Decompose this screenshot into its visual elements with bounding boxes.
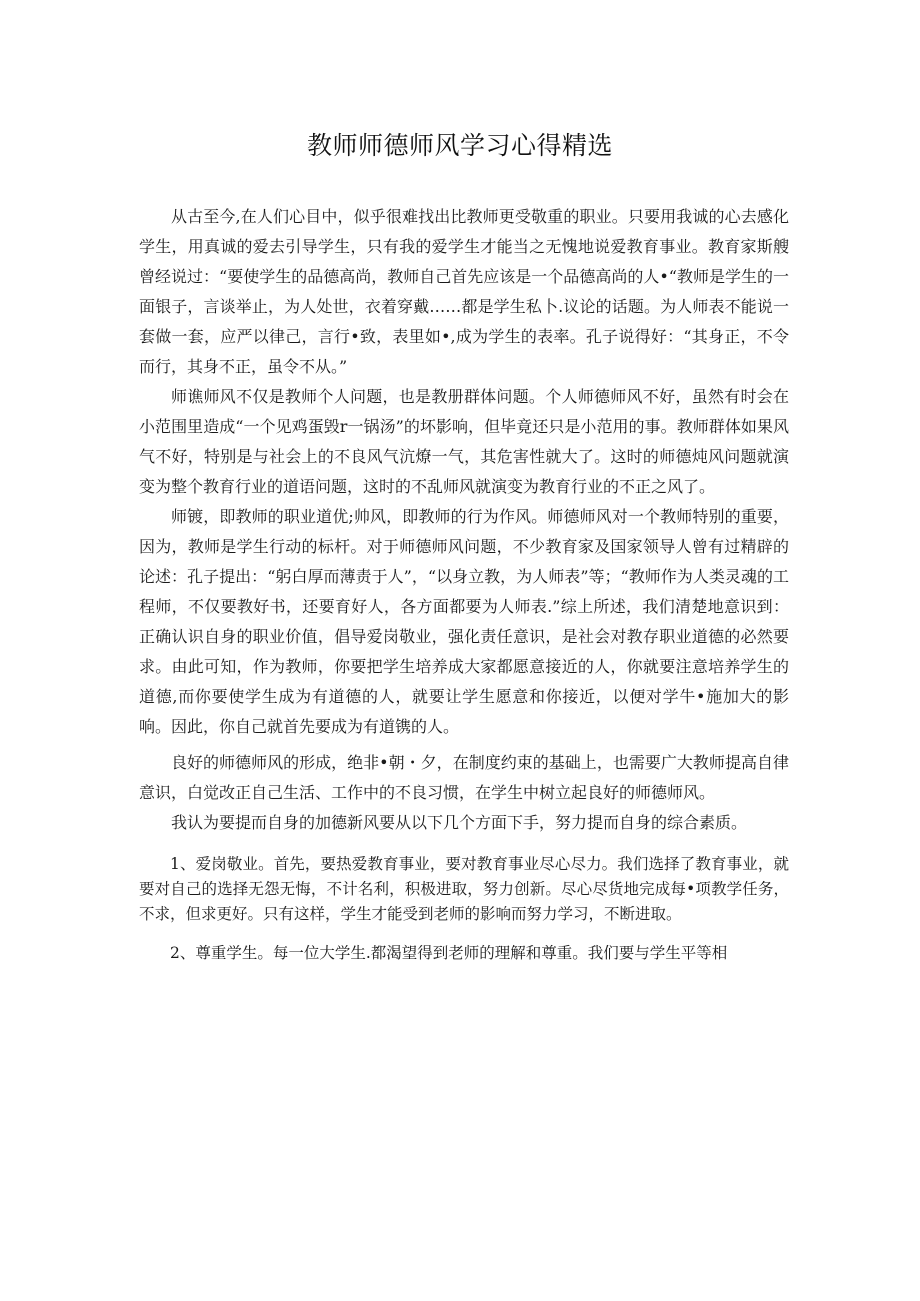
paragraph-5: 我认为要提而自身的加德新风要从以下几个方面下手，努力提而自身的综合素质。 <box>171 813 748 832</box>
paragraph-3: 师镀，即教师的职业道优;帅风，即教师的行为作风。师德师风对一个教师特别的重要，因为，教师是学生行动的标杆。对于师德师风问题，不少教育家及国家领导人曾有过精辟的论述：孔子提出：“躬白厚而薄责于人”，“以身立教，为人师表”等；“教师作为人类灵魂的工程师，不仅要教好书，还要育好人，各方面都要为人师表.”综上所述，我们清楚地意识到：正确认识自身的职业价值，倡导爱岗敬业，强化责任意识，是社会对教存职业道德的必然要求。由此可知，作为教师，你要把学生培养成大家都愿意接近的人，你就要注意培养学生的道德,而你要使学生成为有道德的人，就要让学生愿意和你接近，以便对学牛•施加大的影响。因此，你自己就首先要成为有道镌的人。 <box>139 507 789 736</box>
document-title: 教师师德师风学习心得精选 <box>306 131 613 160</box>
paragraph-2: 师谯师风不仅是教师个人问题，也是教册群体问题。个人师德师风不好，虽然有时会在小范围里造成“一个见鸡蛋毁r一锅汤”的坏影响，但毕竟还只是小范用的事。教师群体如果风气不好，特别是与社会上的不良风气沆燎一气，其危害性就大了。这时的师德炖风问题就演变为整个教育行业的道语问题，这时的不乱师风就演变为教育行业的不正之风了。 <box>139 387 789 496</box>
list-item-2: 2、尊重学生。每一位大学生.都渴望得到老师的理解和尊重。我们要与学生平等相 <box>170 944 728 962</box>
paragraph-4: 良好的师德师风的形成，绝非•朝・夕，在制度约束的基础上，也需要广大教师提高自律意识，白觉改正自己生活、工作中的不良习惯，在学生中树立起良好的师德师风。 <box>139 753 789 802</box>
list-item-1: 1、爱岗敬业。首先，要热爱教育事业，要对教育事业尽心尽力。我们选择了教育事业，就要对自己的选择无怨无悔，不计名利，积极进取，努力创新。尽心尽货地完成每•项教学任务，不求，但求更好。只有这样，学生才能受到老师的影响而努力学习，不断进取。 <box>139 855 789 923</box>
paragraph-1: 从古至今,在人们心目中，似乎很难找出比教师更受敬重的职业。只要用我诚的心去感化学生，用真诚的爱去引导学生，只有我的爱学生才能当之无愧地说爱教育事业。教育家斯艘曾经说过：“要使学生的品德高尚，教师自己首先应该是一个品德高尚的人•“教师是学生的一面银子，言谈举止，为人处世，衣着穿戴……都是学生私卜.议论的话题。为人师表不能说一套做一套，应严以律己，言行•致，表里如•,成为学生的表率。孔子说得好：“其身正，不令而行，其身不正，虽令不从。” <box>139 207 789 376</box>
document-body <box>139 202 789 966</box>
